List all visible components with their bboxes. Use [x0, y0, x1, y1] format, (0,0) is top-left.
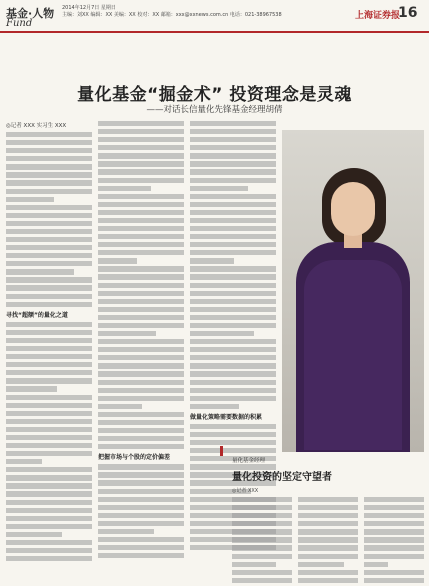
text-line	[6, 491, 92, 496]
text-line	[232, 513, 292, 518]
text-line	[98, 347, 184, 352]
text-line	[98, 513, 184, 518]
text-line	[6, 237, 92, 242]
text-line	[6, 395, 92, 400]
text-line	[6, 435, 92, 440]
text-line	[6, 362, 92, 367]
dateline: 2014年12月7日 星期日	[62, 5, 116, 11]
text-line	[98, 339, 184, 344]
text-line	[6, 451, 92, 456]
text-line	[98, 537, 184, 542]
sidebar-profile	[232, 456, 424, 576]
text-line	[98, 480, 184, 485]
text-line	[298, 529, 358, 534]
text-line	[6, 261, 92, 266]
text-line	[6, 411, 92, 416]
text-line	[6, 370, 92, 375]
accent-bar	[220, 446, 223, 456]
text-line	[98, 129, 184, 134]
text-line	[6, 346, 92, 351]
subhead: 寻找“超额”的量化之道	[6, 311, 68, 319]
text-line	[98, 226, 184, 231]
text-line	[190, 194, 276, 199]
text-line	[98, 497, 184, 502]
text-line	[232, 554, 292, 559]
text-line	[6, 197, 54, 202]
text-line	[98, 210, 184, 215]
text-line	[232, 521, 292, 526]
text-line	[190, 137, 276, 142]
text-line	[6, 172, 92, 177]
text-line	[190, 178, 276, 183]
text-line	[6, 532, 62, 537]
headline: 量化基金“掘金术” 投资理念是灵魂	[77, 85, 352, 105]
text-line	[6, 269, 74, 274]
text-line	[190, 363, 276, 368]
text-line	[98, 234, 184, 239]
text-line	[6, 556, 92, 561]
sidebar-text	[298, 497, 358, 586]
body-text	[6, 132, 92, 307]
text-line	[6, 483, 92, 488]
text-line	[6, 213, 92, 218]
section-label-en: Fund	[6, 18, 33, 29]
text-line	[98, 250, 184, 255]
sidebar-byline: ◎记者 XXX	[232, 488, 259, 494]
text-line	[190, 274, 276, 279]
text-line	[190, 315, 276, 320]
text-line	[232, 562, 276, 567]
text-line	[6, 475, 92, 480]
text-line	[98, 489, 184, 494]
text-line	[190, 169, 276, 174]
text-line	[98, 274, 184, 279]
text-line	[364, 554, 424, 559]
text-line	[6, 221, 92, 226]
text-line	[98, 428, 184, 433]
text-line	[298, 513, 358, 518]
text-line	[190, 250, 276, 255]
text-line	[190, 145, 276, 150]
text-line	[232, 505, 292, 510]
editor-contact: 主编：刘XX 编辑：XX 美编：XX 校对：XX 邮箱：xxx@xxnews.com.cn 电话：021-38967538	[62, 12, 282, 18]
text-line	[190, 355, 276, 360]
text-line	[298, 578, 358, 583]
text-line	[98, 355, 184, 360]
text-line	[364, 562, 388, 567]
text-line	[6, 443, 92, 448]
text-line	[6, 245, 92, 250]
portrait-photo	[282, 130, 424, 452]
text-line	[98, 396, 184, 401]
sidebar-title: 量化投资的坚定守望者	[232, 472, 332, 483]
section-label: 基金·人物	[6, 7, 55, 20]
text-line	[298, 554, 358, 559]
text-line	[190, 331, 254, 336]
text-line	[6, 189, 92, 194]
text-line	[98, 242, 184, 247]
text-line	[6, 540, 92, 545]
body-text	[98, 464, 184, 558]
sidebar-text	[364, 497, 424, 586]
text-line	[6, 164, 92, 169]
text-line	[6, 459, 42, 464]
text-line	[190, 121, 276, 126]
text-line	[98, 529, 154, 534]
text-line	[232, 570, 292, 575]
text-line	[6, 548, 92, 553]
body-text	[6, 322, 92, 561]
page-header	[0, 0, 429, 30]
text-line	[98, 464, 184, 469]
text-line	[190, 404, 239, 409]
body-text	[98, 121, 184, 449]
article-column-1	[6, 121, 92, 576]
text-line	[98, 331, 156, 336]
text-line	[190, 347, 276, 352]
text-line	[298, 562, 344, 567]
text-line	[190, 202, 276, 207]
text-line	[298, 570, 358, 575]
text-line	[190, 186, 248, 191]
caption-label: 量化基金经理	[232, 458, 266, 464]
text-line	[98, 472, 184, 477]
text-line	[98, 121, 184, 126]
text-line	[98, 291, 184, 296]
text-line	[98, 194, 184, 199]
text-line	[190, 283, 276, 288]
text-line	[190, 424, 276, 429]
text-line	[6, 330, 92, 335]
text-line	[190, 226, 276, 231]
text-line	[98, 315, 184, 320]
text-line	[232, 497, 292, 502]
text-line	[98, 436, 184, 441]
text-line	[190, 210, 276, 215]
text-line	[98, 137, 184, 142]
text-line	[6, 294, 92, 299]
text-line	[190, 432, 276, 437]
byline: ◎记者 XXX 实习生 XXX	[6, 123, 67, 129]
text-line	[98, 412, 184, 417]
text-line	[190, 153, 276, 158]
text-line	[98, 178, 184, 183]
text-line	[98, 266, 184, 271]
text-line	[232, 578, 292, 583]
text-line	[190, 448, 276, 453]
text-line	[98, 283, 184, 288]
text-line	[364, 545, 424, 550]
text-line	[190, 218, 276, 223]
text-line	[190, 388, 276, 393]
text-line	[364, 521, 424, 526]
text-line	[190, 396, 276, 401]
text-line	[6, 180, 92, 185]
text-line	[190, 307, 276, 312]
text-line	[98, 505, 184, 510]
text-line	[98, 161, 184, 166]
subhead: 把握市场与个股的定价偏差	[98, 454, 171, 462]
page-number: 16	[398, 5, 418, 21]
text-line	[98, 323, 184, 328]
text-line	[6, 253, 92, 258]
subheadline: ——对话长信量化先锋基金经理胡倩	[146, 105, 283, 115]
text-line	[98, 388, 184, 393]
text-line	[232, 529, 292, 534]
text-line	[6, 140, 92, 145]
article-column-2	[98, 121, 184, 576]
text-line	[6, 338, 92, 343]
text-line	[364, 537, 424, 542]
subhead: 做量化策略需要数据的积累	[190, 413, 263, 421]
text-line	[6, 302, 92, 307]
text-line	[190, 234, 276, 239]
text-line	[98, 299, 184, 304]
text-line	[98, 380, 184, 385]
text-line	[298, 497, 358, 502]
text-line	[6, 386, 57, 391]
text-line	[190, 266, 276, 271]
text-line	[98, 202, 184, 207]
text-line	[6, 205, 92, 210]
text-line	[98, 363, 184, 368]
text-line	[364, 505, 424, 510]
text-line	[98, 218, 184, 223]
text-line	[6, 285, 92, 290]
text-line	[98, 371, 184, 376]
text-line	[6, 229, 92, 234]
text-line	[98, 145, 184, 150]
text-line	[298, 521, 358, 526]
text-line	[6, 322, 92, 327]
text-line	[6, 132, 92, 137]
text-line	[364, 570, 424, 575]
text-line	[98, 153, 184, 158]
text-line	[6, 277, 92, 282]
text-line	[6, 467, 92, 472]
text-line	[364, 529, 424, 534]
text-line	[190, 291, 276, 296]
text-line	[6, 419, 92, 424]
text-line	[190, 242, 276, 247]
text-line	[6, 524, 92, 529]
text-line	[6, 403, 92, 408]
body-text	[190, 121, 276, 409]
newspaper-logo: 上海证券报	[355, 11, 401, 21]
text-line	[98, 169, 184, 174]
text-line	[190, 161, 276, 166]
text-line	[98, 545, 184, 550]
text-line	[6, 508, 92, 513]
text-line	[98, 521, 184, 526]
header-rule	[0, 31, 429, 33]
text-line	[190, 339, 276, 344]
text-line	[6, 500, 92, 505]
text-line	[6, 427, 92, 432]
text-line	[298, 505, 358, 510]
text-line	[190, 371, 276, 376]
text-line	[98, 420, 184, 425]
text-line	[190, 323, 276, 328]
text-line	[98, 553, 184, 558]
text-line	[98, 444, 184, 449]
text-line	[6, 378, 92, 383]
text-line	[364, 578, 424, 583]
text-line	[190, 380, 276, 385]
text-line	[98, 258, 137, 263]
text-line	[6, 148, 92, 153]
text-line	[98, 307, 184, 312]
text-line	[6, 354, 92, 359]
text-line	[190, 299, 276, 304]
text-line	[6, 156, 92, 161]
text-line	[298, 537, 358, 542]
text-line	[232, 537, 292, 542]
text-line	[190, 258, 234, 263]
text-line	[190, 129, 276, 134]
sidebar-text	[232, 497, 292, 586]
text-line	[190, 440, 276, 445]
text-line	[6, 516, 92, 521]
text-line	[98, 404, 142, 409]
text-line	[364, 497, 424, 502]
text-line	[232, 545, 292, 550]
text-line	[298, 545, 358, 550]
text-line	[98, 186, 151, 191]
text-line	[364, 513, 424, 518]
